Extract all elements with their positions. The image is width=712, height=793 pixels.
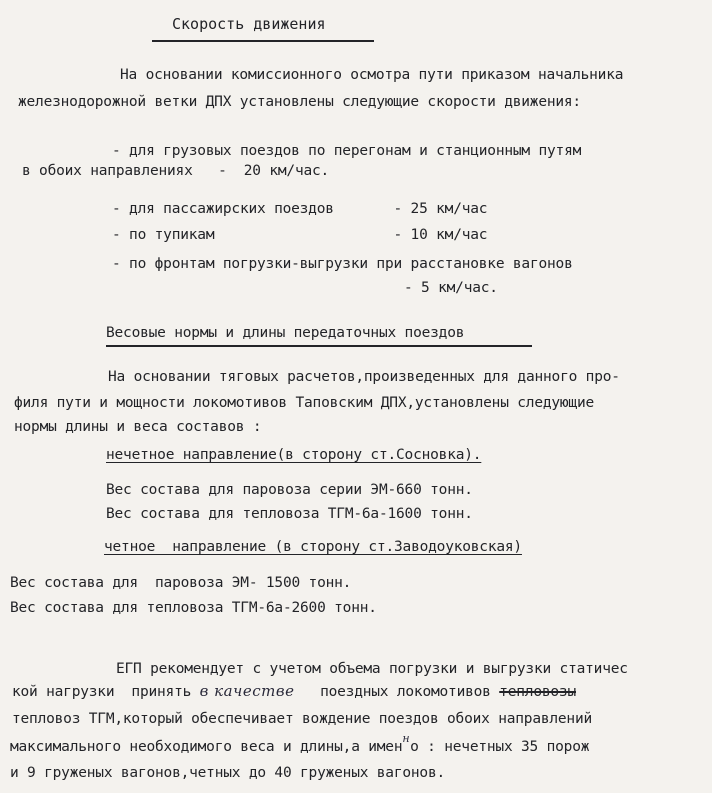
weights-heading: Весовые нормы и длины передаточных поездов [106,325,465,341]
handwritten-insertion: в качестве [199,682,295,700]
even-steam-weight-line: Вес состава для паровоза ЭМ- 1500 тонн. [10,575,352,591]
recommendation-line-2 [12,682,576,701]
recommendation-line-2-middle: поездных локомотивов [294,684,500,700]
handwritten-correction: н [402,732,411,745]
freight-speed-line-1: - для грузовых поездов по перегонам и станционным путям [112,143,582,159]
recommendation-line-2-start: кой нагрузки принять [12,684,200,700]
weights-paragraph-line-2: филя пути и мощности локомотивов Таповским ДПХ,установлены следующие [14,395,595,411]
even-diesel-weight-line: Вес состава для тепловоза ТГМ-6а-2600 тонн. [10,600,377,616]
weights-heading-underline [106,345,532,347]
title-underline [152,40,374,42]
recommendation-line-3: тепловоз ТГМ,который обеспечивает вождение поездов обоих направлений [12,711,593,727]
odd-direction-heading: нечетное направление(в сторону ст.Сосновка). [106,447,482,463]
speed-intro-line-2: железнодорожной ветки ДПХ установлены следующие скорости движения: [18,94,581,110]
recommendation-line-5: и 9 груженых вагонов,четных до 40 груженых вагонов. [10,765,446,781]
recommendation-line-1: ЕГП рекомендует с учетом объема погрузки и выгрузки статичес [116,661,628,677]
speed-intro-line-1: На основании комиссионного осмотра пути приказом начальника [120,67,624,83]
weights-paragraph-line-3: нормы длины и веса составов : [14,419,262,435]
odd-diesel-weight-line: Вес состава для тепловоза ТГМ-6а-1600 тонн. [106,506,473,522]
struck-out-word: тепловозы [499,684,576,700]
passenger-speed-line: - для пассажирских поездов - 25 км/час [112,201,488,217]
even-direction-heading: четное направление (в сторону ст.Заводоуковская) [104,539,522,555]
deadend-speed-line: - по тупикам - 10 км/час [112,227,488,243]
page-title: Скорость движения [172,15,326,33]
loading-speed-line-1: - по фронтам погрузки-выгрузки при расстановке вагонов [112,256,573,272]
recommendation-line-4-start: максимального необходимого веса и длины,а имен [10,739,403,755]
weights-paragraph-line-1: На основании тяговых расчетов,произведенных для данного про- [108,369,620,385]
loading-speed-line-2: - 5 км/час. [404,280,498,296]
recommendation-line-4 [10,732,590,757]
odd-steam-weight-line: Вес состава для паровоза серии ЭМ-660 тонн. [106,482,473,498]
recommendation-line-4-end: о : нечетных 35 порож [410,739,590,755]
freight-speed-line-2: в обоих направлениях - 20 км/час. [22,163,330,179]
